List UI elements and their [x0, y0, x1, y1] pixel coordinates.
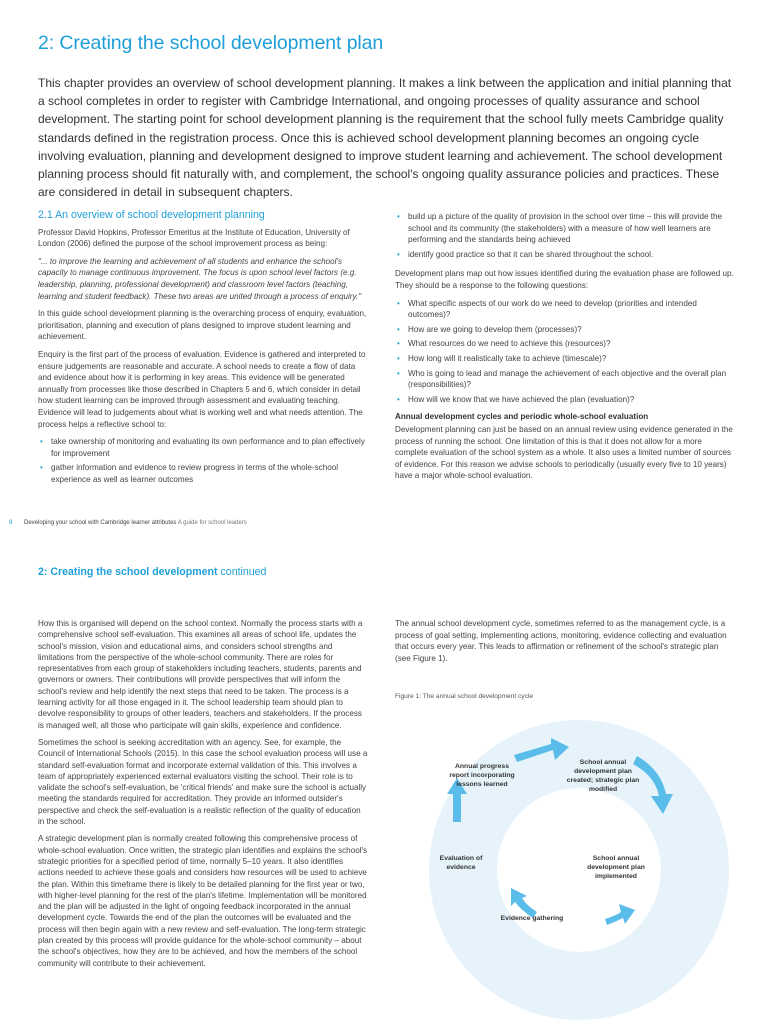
page-title: 2: Creating the school development plan [38, 32, 384, 54]
subsection-heading: Annual development cycles and periodic whole-school evaluation [395, 412, 649, 422]
list-item: • How long will it realistically take to achieve (timescale)? [397, 353, 607, 363]
question-list [395, 298, 735, 406]
paragraph: Sometimes the school is seeking accreditation with an agency. See, for example, the Council of International Schools (2015). In this case the school evaluation process will use a standard self-evaluation format and incorporate external validation of this. This involves a team of appropriately experienced external evaluators visiting the school. Their role is to validate the school's self-evaluation, be 'critical friends' and make sure the school is actually meeting the standards required for accreditation. They provide an informed outsider's perspective and check the self-evaluation is a realistic reflection of the quality of education in the school. [38, 737, 368, 827]
section-heading: 2.1 An overview of school development planning [38, 209, 265, 221]
bullet-icon: • [397, 324, 400, 334]
bottom-right-column [395, 618, 735, 670]
bullet-icon: • [40, 463, 43, 473]
bullet-icon: • [397, 394, 400, 404]
bullet-list [395, 211, 735, 260]
bullet-icon: • [397, 212, 400, 221]
heading-continued: continued [220, 566, 267, 578]
bottom-left-column [38, 618, 368, 975]
paragraph: In this guide school development planning is the overarching process of enquiry, evaluation, prioritisation, planning and execution of plans designed to improve student learning and achievement. [38, 309, 367, 342]
top-right-column [395, 211, 735, 488]
paragraph: How this is organised will depend on the school context. Normally the process starts with a comprehensive school self-evaluation. This examines all areas of school life, updates the school's mission, vision and educational aims, and considers school strengths and limitations from the perspective of the whole-school community. There are roles for representatives from each group of stakeholders including teachers, students, parents and governors or owners. Their contributions will provide perspectives that will inform the school's review and help identify the next steps that need to be taken. The process is a learning activity for all those engaged in it. The school leadership team should plan to devolve responsibility to groups of other leaders, teachers and stakeholders. If the process is managed well, all those who participate will gain skills, experience and confidence. [38, 619, 363, 730]
list-item: • What specific aspects of our work do we need to develop (priorities and intended outcomes)? [397, 298, 697, 320]
paragraph: A strategic development plan is normally created following this comprehensive process of whole-school evaluation. Once written, the strategic plan identifies and explains the school's strategic priorities for a specified period of time, normally 5–10 years. It also identifies actions needed to achieve these goals and considers how resources will be used to achieve the plan. Within this timeframe there is likely to be detailed planning for the first year or two, with higher-level planning for the rest of the plan's lifetime. Implementation will be monitored and the plan will be adjusted in the light of ongoing feedback incorporated in the annual development cycle. Towards the end of the plan the outcomes will be evaluated and the process will then begin again with a new review and self-evaluation. The long-term strategic plan created by this process will provide guidance for the whole-school community – about the school's objectives, how they are to be achieved, and how the members of the school community will contribute to their achievement. [38, 834, 368, 968]
footer-subtitle: A guide for school leaders [177, 520, 247, 526]
list-item: • take ownership of monitoring and evaluating its own performance and to plan effectively for improvement [40, 437, 365, 458]
list-item: • How will we know that we have achieved the plan (evaluation)? [397, 394, 635, 404]
paragraph: Enquiry is the first part of the process of evaluation. Evidence is gathered and interpreted to ensure judgements are reasonable and accurate. A school needs to create a flow of data and evidence about how it is performing in key areas. This evidence will be generated annually from processes like those described in Chapters 5 and 6, which consider in detail how student learning can be improved through assessment and evaluating teaching. Evidence will lead to judgements about what is working well and what needs attention. The process helps a reflective school to: [38, 349, 366, 429]
bullet-icon: • [397, 298, 400, 308]
list-item: • What resources do we need to achieve this (resources)? [397, 339, 611, 349]
paragraph: Professor David Hopkins, Professor Emeritus at the Institute of Education, University of London (2006) defined the purpose of the school improvement process as being: [38, 227, 350, 249]
bullet-icon: • [40, 437, 43, 447]
bullet-icon: • [397, 339, 400, 349]
stage-plan-implemented: School annual development plan implemented [587, 855, 645, 880]
heading-main: 2: Creating the school development [38, 566, 218, 578]
paragraph: Development planning can just be based on an annual review using evidence generated in the process of running the school. One limitation of this is that it does not allow for a more complete evaluation of the school system as a whole. It also uses a limited number of sources of evidence. For this reason we advise schools to periodically (usually every five to 10 years) have a major whole-school evaluation. [395, 424, 733, 481]
quote: "... to improve the learning and achievement of all students and enhance the school's capacity to manage continuous improvement. The focus is upon school level factors (e.g. leadership, planning, professional development) and classroom level factors (teaching, learning and student feedback). These two areas are united through a process of enquiry." [38, 256, 362, 301]
stage-evidence-gathering: Evidence gathering [500, 915, 564, 922]
list-item: • build up a picture of the quality of provision in the school over time – this will provide the school and its community (the stakeholders) with a measure of how well learners are performing and the standards being achieved [397, 212, 723, 245]
bullet-icon: • [397, 353, 400, 363]
continued-heading [38, 566, 266, 578]
stage-plan-created: School annual development plan created; strategic plan modified [566, 759, 640, 793]
bullet-icon: • [397, 249, 400, 259]
development-cycle-diagram [415, 714, 743, 1024]
list-item: • identify good practice so that it can be shared throughout the school. [397, 249, 654, 259]
chapter-intro: This chapter provides an overview of school development planning. It makes a link between the application and initial planning that a school completes in order to register with Cambridge International, and ongoing processes of quality assurance and school development. The starting point for school development planning is the requirement that the school fully meets Cambridge quality standards defined in the registration process. Once this is achieved school development planning becomes an ongoing cycle involving evaluation, planning and development designed to improve student learning and achievement. The school development planning process should fit naturally with, and complement, the school's ongoing quality assurance policies and practices. These are considered in detail in subsequent chapters. [38, 76, 732, 200]
top-left-column [38, 210, 368, 491]
page-footer [9, 520, 247, 526]
page-number: 8 [9, 520, 13, 526]
bullet-icon: • [397, 368, 400, 378]
footer-title: Developing your school with Cambridge learner attributes [24, 520, 177, 526]
list-item: • Who is going to lead and manage the achievement of each objective and the overall plan (responsibilities)? [397, 368, 727, 390]
stage-evaluation: Evaluation of evidence [439, 855, 483, 871]
stage-progress-report: Annual progress report incorporating lessons learned [449, 763, 515, 788]
list-item: • How are we going to develop them (processes)? [397, 324, 582, 334]
list-item: • gather information and evidence to review progress in terms of the whole-school experience as well as learner outcomes [40, 463, 339, 484]
bullet-list [38, 436, 368, 485]
figure-caption: Figure 1: The annual school development cycle [395, 693, 534, 700]
paragraph: The annual school development cycle, sometimes referred to as the management cycle, is a process of goal setting, implementing actions, monitoring, evidence collecting and evaluation that occurs every year. This leads to affirmation or refinement of the school's strategic plan (see Figure 1). [395, 619, 727, 663]
paragraph: Development plans map out how issues identified during the evaluation phase are followed up. They should be a response to the following questions: [395, 269, 734, 290]
